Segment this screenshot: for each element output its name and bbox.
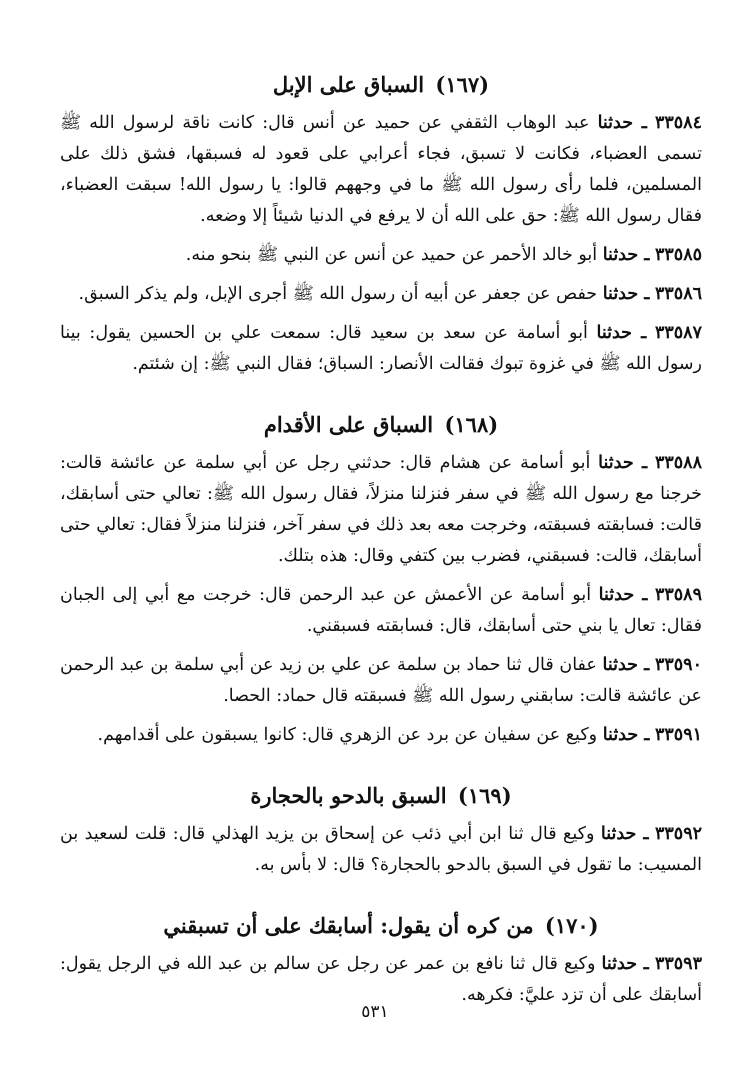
hadith-lead: ـ حدثنا (602, 245, 650, 265)
hadith-paragraph (60, 108, 702, 232)
section-169 (60, 781, 702, 881)
hadith-paragraph (60, 448, 702, 572)
hadith-paragraph (60, 279, 702, 310)
section-heading: السباق على الأقدام (263, 412, 434, 437)
hadith-paragraph (60, 819, 702, 881)
hadith-number: ٣٣٥٨٤ (654, 113, 702, 133)
section-number: (١٧٠) (544, 913, 599, 938)
hadith-text: أبو أسامة عن سعد بن سعيد قال: سمعت علي بن الحسين يقول: بينا رسول الله ﷺ في غزوة تبوك فقالت الأنصار: السباق؛ فقال النبي ﷺ: إن شئتم. (60, 323, 702, 374)
hadith-lead: ـ حدثنا (602, 655, 650, 675)
hadith-lead: ـ حدثنا (600, 824, 649, 844)
hadith-number: ٣٣٥٨٥ (655, 245, 702, 265)
page-number: ٥٣١ (361, 1002, 389, 1022)
hadith-paragraph (60, 318, 702, 380)
hadith-paragraph (60, 580, 702, 642)
hadith-lead: ـ حدثنا (602, 725, 650, 745)
section-168 (60, 410, 702, 751)
hadith-number: ٣٣٥٩١ (655, 725, 702, 745)
section-heading: السبق بالدحو بالحجارة (250, 783, 447, 808)
hadith-paragraph (60, 650, 702, 712)
hadith-text: وكيع عن سفيان عن برد عن الزهري قال: كانوا يسبقون على أقدامهم. (97, 725, 598, 745)
hadith-paragraph (60, 240, 702, 271)
hadith-number: ٣٣٥٨٧ (654, 323, 702, 343)
hadith-text: أبو أسامة عن هشام قال: حدثني رجل عن أبي سلمة عن عائشة قالت: خرجنا مع رسول الله ﷺ في سفر فنزلنا منزلاً، فقال رسول الله ﷺ: تعالي حتى أسابقك، قالت: فسابقته فسبقته، وخرجت معه بعد ذلك في سفر آخر، فنزلنا منزلاً فقال: تعالي حتى أسابقك، قالت: فسبقني، فضرب بين كتفي وقال: هذه بتلك. (60, 453, 702, 566)
hadith-paragraph (60, 720, 702, 751)
section-title (60, 911, 702, 941)
section-number: (١٦٧) (435, 72, 490, 97)
hadith-number: ٣٣٥٩٣ (654, 954, 702, 974)
hadith-lead: ـ حدثنا (598, 585, 648, 605)
hadith-number: ٣٣٥٨٨ (654, 453, 702, 473)
hadith-lead: ـ حدثنا (598, 453, 648, 473)
section-170 (60, 911, 702, 1011)
hadith-lead: ـ حدثنا (601, 954, 649, 974)
section-heading: من كره أن يقول: أسابقك على أن تسبقني (163, 913, 534, 938)
section-heading: السباق على الإبل (272, 72, 425, 97)
hadith-lead: ـ حدثنا (597, 113, 647, 133)
hadith-text: عبد الوهاب الثقفي عن حميد عن أنس قال: كانت ناقة لرسول الله ﷺ تسمى العضباء، فكانت لا تسبق، فجاء أعرابي على قعود له فسبقها، فشق ذلك على المسلمين، فلما رأى رسول الله ﷺ ما في وجههم قالوا: يا رسول الله! سبقت العضباء، فقال رسول الله ﷺ: حق على الله أن لا يرفع في الدنيا شيئاً إلا وضعه. (60, 113, 702, 226)
hadith-text: أبو أسامة عن الأعمش عن عبد الرحمن قال: خرجت مع أبي إلى الجبان فقال: تعال يا بني حتى أسابقك، قال: فسابقته فسبقني. (60, 585, 702, 636)
hadith-text: أبو خالد الأحمر عن حميد عن أنس عن النبي ﷺ بنحو منه. (185, 245, 598, 265)
section-title (60, 70, 702, 100)
hadith-lead: ـ حدثنا (596, 323, 647, 343)
hadith-text: عفان قال ثنا حماد بن سلمة عن علي بن زيد عن أبي سلمة بن عبد الرحمن عن عائشة قالت: سابقني رسول الله ﷺ فسبقته قال حماد: الحصا. (60, 655, 702, 706)
hadith-text: وكيع قال ثنا نافع بن عمر عن رجل عن سالم بن عبد الله في الرجل يقول: أسابقك على أن تزد عليَّ: فكرهه. (60, 954, 702, 1005)
hadith-text: وكيع قال ثنا ابن أبي ذئب عن إسحاق بن يزيد الهذلي قال: قلت لسعيد بن المسيب: ما تقول في السبق بالدحو بالحجارة؟ قال: لا بأس به. (60, 824, 702, 875)
section-title (60, 781, 702, 811)
hadith-text: حفص عن جعفر عن أبيه أن رسول الله ﷺ أجرى الإبل، ولم يذكر السبق. (78, 284, 598, 304)
hadith-number: ٣٣٥٩٢ (655, 824, 702, 844)
hadith-lead: ـ حدثنا (602, 284, 650, 304)
section-title (60, 410, 702, 440)
book-page (60, 70, 702, 1049)
hadith-number: ٣٣٥٨٦ (655, 284, 702, 304)
section-number: (١٦٩) (457, 783, 512, 808)
section-number: (١٦٨) (444, 412, 499, 437)
section-167 (60, 70, 702, 380)
hadith-number: ٣٣٥٨٩ (654, 585, 702, 605)
hadith-number: ٣٣٥٩٠ (654, 655, 702, 675)
